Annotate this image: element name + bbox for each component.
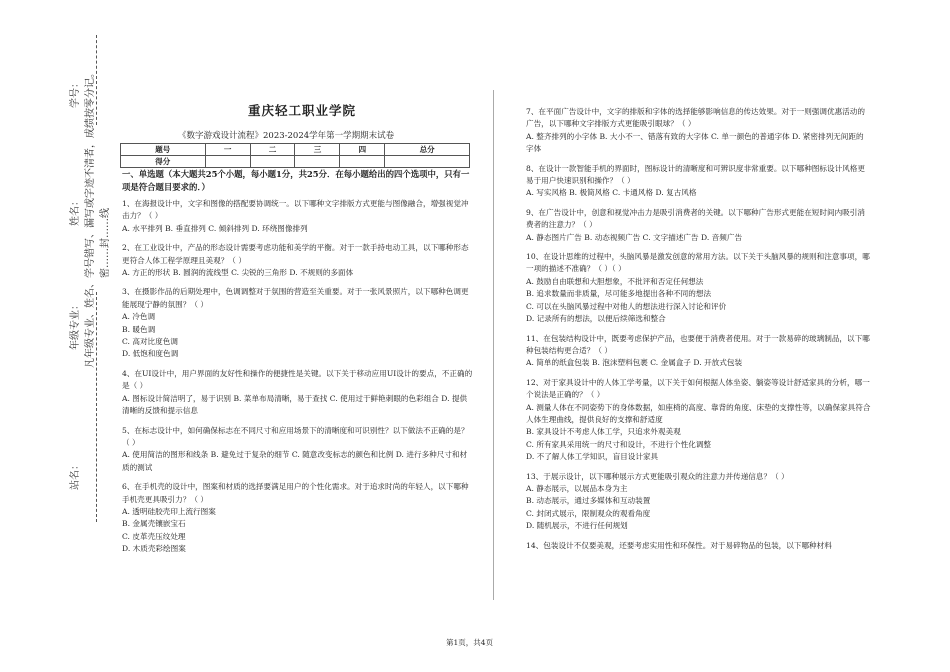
seal-line-label: 密……封……线	[100, 208, 111, 278]
answer-option: D. 低饱和度色调	[122, 349, 179, 359]
answer-option: B. 动态展示，通过多媒体和互动装置	[526, 496, 651, 506]
answer-option: A. 简单的纸盒包装 B. 泡沫塑料包裹 C. 金属盒子 D. 开放式包装	[526, 358, 743, 368]
score-cell: 得分	[121, 156, 206, 168]
school-title: 重庆轻工职业学院	[248, 103, 357, 118]
question-stem: 1、在海报设计中，文字和图像的搭配要协调统一。以下哪种文字排版方式更能与图像融合，增强视觉冲击力？（ ）	[122, 199, 469, 221]
seal-line-top	[96, 35, 97, 125]
question-stem: 9、在广告设计中，创意和视觉冲击力是吸引消费者的关键。以下哪种广告形式更能在短时间内吸引消费者的注意力？（ ）	[526, 207, 865, 230]
score-input[interactable]	[205, 156, 250, 168]
answer-option: D. 随机展示，不进行任何规划	[526, 521, 628, 531]
answer-option: A. 写实风格 B. 极简风格 C. 卡通风格 D. 复古风格	[526, 188, 697, 198]
score-cell: 四	[340, 144, 385, 156]
question-item	[526, 471, 871, 533]
question-item	[526, 251, 871, 325]
question-stem: 5、在标志设计中，如何确保标志在不同尺寸和应用场景下的清晰度和可识别性？以下做法不正确的是？（ ）	[122, 425, 469, 447]
answer-option: C. 皮革壳压纹处理	[122, 531, 186, 541]
exam-title: 《数字游戏设计流程》2023-2024学年第一学期期末试卷	[178, 131, 395, 141]
question-item	[526, 163, 871, 200]
score-input[interactable]	[385, 156, 470, 168]
question-item	[122, 425, 474, 475]
question-list-left	[122, 198, 474, 556]
answer-option: A. 鼓励自由联想和大胆想象，不批评和否定任何想法	[526, 276, 704, 286]
score-cell: 题号	[121, 144, 206, 156]
question-stem: 10、在设计思维的过程中，头脑风暴是激发创意的常用方法。以下关于头脑风暴的规则和注意事项，哪一项的描述不准确？（ ）（ ）	[526, 252, 870, 274]
station-label: 站名：	[70, 460, 81, 490]
question-item	[122, 481, 474, 555]
answer-option: B. 家具设计不考虑人体工学，只追求外观美观	[526, 427, 681, 437]
question-stem: 12、对于家具设计中的人体工学考量，以下关于如何根据人体坐姿、躺姿等设计舒适家具的分析，哪一个说法是正确的？（ ）	[526, 377, 870, 400]
question-stem: 2、在工业设计中，产品的形态设计需要考虑功能和美学的平衡。对于一款手持电动工具，以下哪种形态更符合人体工程学原理且美观？（ ）	[122, 243, 469, 265]
question-stem: 13、于展示设计，以下哪种展示方式更能吸引观众的注意力并传递信息？（ ）	[526, 471, 789, 481]
answer-option: A. 方正的形状 B. 圆润的流线型 C. 尖锐的三角形 D. 不规则的多面体	[122, 268, 354, 278]
question-item	[122, 286, 474, 360]
answer-option: D. 木质壳彩绘图案	[122, 544, 186, 554]
question-stem: 6、在手机壳的设计中，图案和材质的选择要满足用户的个性化需求。对于追求时尚的年轻人，以下哪种手机壳更具吸引力？（ ）	[122, 482, 469, 504]
score-table	[120, 143, 470, 168]
score-cell: 二	[250, 144, 295, 156]
question-list-right	[526, 106, 871, 552]
question-stem: 14、包装设计不仅要美观，还要考虑实用性和环保性。对于易碎物品的包装，以下哪种材料	[526, 540, 832, 550]
right-column	[526, 106, 871, 559]
score-input[interactable]	[340, 156, 385, 168]
answer-option: C. 可以在头脑风暴过程中对他人的想法进行深入讨论和评价	[526, 301, 727, 311]
answer-option: B. 金属壳镶嵌宝石	[122, 519, 186, 529]
question-item	[526, 540, 871, 552]
question-item	[122, 198, 474, 235]
answer-option: A. 冷色调	[122, 312, 156, 322]
page-footer: 第1页，共4页	[446, 638, 494, 647]
answer-option: A. 水平排列 B. 垂直排列 C. 倾斜排列 D. 环绕图像排列	[122, 223, 308, 233]
score-cell: 总分	[385, 144, 470, 156]
answer-option: A. 透明硅胶壳印上流行图案	[122, 506, 216, 516]
question-stem: 11、在包装结构设计中，既要考虑保护产品，也要便于消费者使用。对于一款易碎的玻璃制品，以下哪种包装结构更合适？（ ）	[526, 333, 870, 355]
answer-option: C. 高对比度色调	[122, 337, 178, 347]
left-column	[122, 168, 474, 563]
column-divider	[493, 90, 494, 600]
answer-option: C. 所有家具采用统一的尺寸和设计，不进行个性化调整	[526, 439, 712, 449]
question-item	[526, 106, 871, 156]
answer-option: A. 使用简洁的图形和线条 B. 避免过于复杂的细节 C. 随意改变标志的颜色和比例 D. 进行多种尺寸和材质的测试	[122, 450, 468, 472]
answer-option: A. 图标设计简洁明了，易于识别 B. 菜单布局清晰，易于查找 C. 使用过于鲜艳刺眼的色彩组合 D. 提供清晰的反馈和提示信息	[122, 393, 468, 416]
question-stem: 7、在平面广告设计中，文字的排版和字体的选择能够影响信息的传达效果。对于一则强调优惠活动的广告，以下哪种文字排版方式更能吸引眼球？（ ）	[526, 107, 865, 129]
question-item	[526, 207, 871, 244]
answer-option: B. 追求数量而非质量，尽可能多地提出各种不同的想法	[526, 289, 712, 299]
answer-option: C. 封闭式展示，限制观众的观看角度	[526, 508, 651, 518]
answer-option: A. 静态图片广告 B. 动态视频广告 C. 文字描述广告 D. 音频广告	[526, 232, 743, 242]
answer-option: A. 测量人体在不同姿势下的身体数据，如座椅的高度、靠背的角度、床垫的支撑性等，以确保家具符合人体生理曲线，提供良好的支撑和舒适度	[526, 402, 871, 424]
answer-option: D. 记录所有的想法，以便后续筛选和整合	[526, 314, 666, 324]
name-label: 姓名：	[70, 196, 81, 226]
student-id-label: 学号：	[70, 78, 81, 108]
question-item	[122, 242, 474, 279]
answer-option: D. 不了解人体工学知识，盲目设计家具	[526, 452, 659, 462]
question-item	[526, 377, 871, 464]
seal-line-bottom	[96, 292, 97, 522]
question-item	[122, 368, 474, 418]
score-value-row	[121, 156, 470, 168]
score-header-row	[121, 144, 470, 156]
score-input[interactable]	[250, 156, 295, 168]
section-title: 一、单选题（本大题共25个小题，每小题1分，共25分．在每小题给出的四个选项中，只有一项是符合题目要求的．）	[122, 169, 470, 192]
question-stem: 3、在摄影作品的后期处理中，色调调整对于氛围的营造至关重要。对于一张风景照片，以下哪种色调更能展现宁静的氛围？（ ）	[122, 287, 469, 309]
binding-notice: 凡年级专业、姓名、学号错写、漏写或字迹不清者，成绩按零分记。	[85, 68, 96, 368]
score-cell: 一	[205, 144, 250, 156]
answer-option: A. 静态展示，以展品本身为主	[526, 483, 628, 493]
score-input[interactable]	[295, 156, 340, 168]
answer-option: A. 整齐排列的小字体 B. 大小不一、错落有致的大字体 C. 单一颜色的普通字体 D. 紧密排列无间距的字体	[526, 131, 864, 154]
class-label: 年级专业：	[70, 300, 81, 350]
question-stem: 4、在UI设计中，用户界面的友好性和操作的便捷性是关键。以下关于移动应用UI设计的要点，不正确的是（ ）	[122, 368, 473, 391]
score-cell: 三	[295, 144, 340, 156]
question-item	[526, 333, 871, 370]
answer-option: B. 暖色调	[122, 324, 156, 334]
question-stem: 8、在设计一款智能手机的界面时，图标设计的清晰度和可辨识度非常重要。以下哪种图标设计风格更易于用户快速识别和操作？（ ）	[526, 163, 865, 186]
